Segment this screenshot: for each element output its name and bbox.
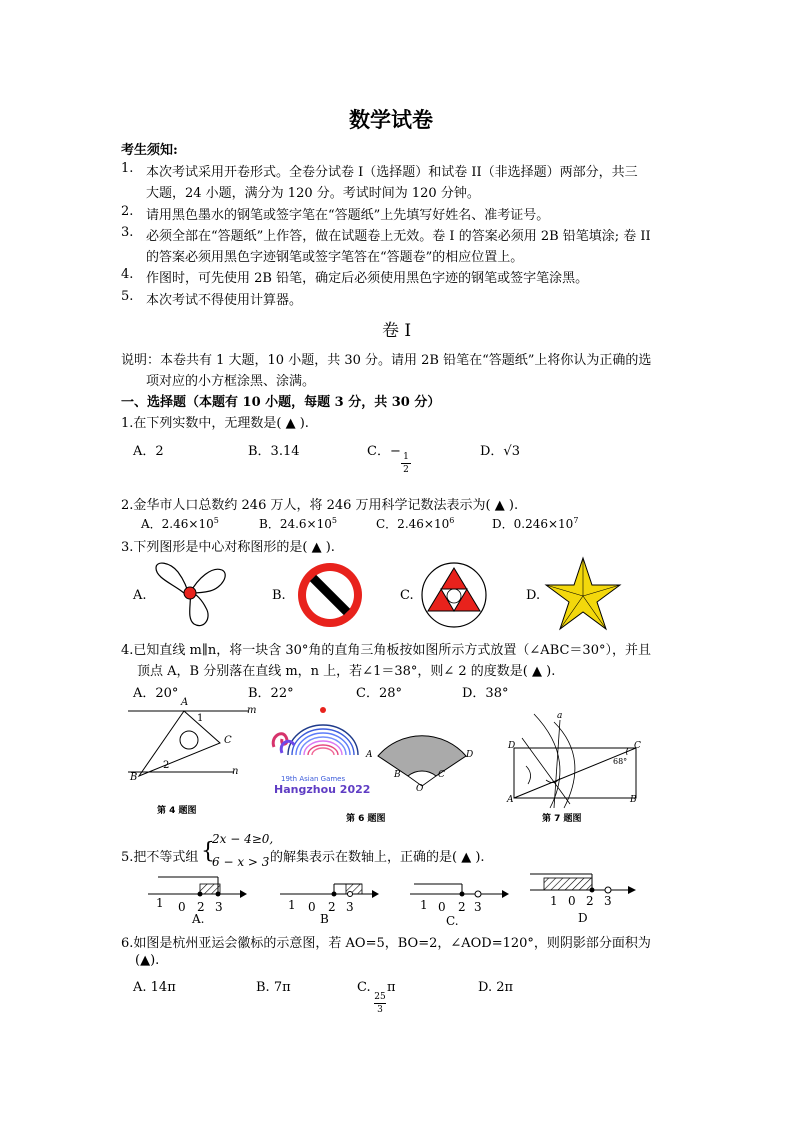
q5-c-tick-0: 0 [438, 900, 446, 914]
star-figure [545, 556, 621, 632]
q5-label-d: D [578, 911, 588, 925]
part1-heading [121, 391, 440, 410]
q5-d-tick-1: 1 [550, 894, 558, 908]
notice-item-1-line-1: 本次考试采用开卷形式。全卷分试卷 I（选择题）和试卷 II（非选择题）两部分，共三 [146, 165, 638, 180]
q1-option-d: D．√3 [480, 444, 520, 459]
q4-option-a: A．20° [133, 686, 179, 701]
notice-item-3-line-1: 必须全部在“答题纸”上作答，做在试题卷上无效。卷 I 的答案必须用 2B 铅笔填涂; 卷 II [146, 229, 651, 244]
q2-d-base: D．0.246×10 [492, 517, 574, 531]
fig4-label-2: 2 [163, 760, 170, 771]
q1-option-b: B．3.14 [248, 444, 300, 459]
q1-c-fraction-bar [401, 463, 411, 464]
q1-option-a: A．2 [133, 444, 164, 459]
q5-brace: { [201, 839, 215, 864]
q5-number-line-d [530, 868, 640, 898]
q5-d-tick-2: 2 [586, 894, 594, 908]
fig7-angle-label: 68° [613, 757, 628, 766]
q5-a-tick-0: 0 [178, 900, 186, 914]
q5-b-tick-2: 2 [328, 900, 336, 914]
q1-stem: 1.在下列实数中，无理数是( ▲ ). [121, 416, 309, 431]
q2-stem: 2.金华市人口总数约 246 万人，将 246 万用科学记数法表示为( ▲ ). [121, 498, 519, 513]
q5-a-tick-2: 2 [197, 900, 205, 914]
q5-b-tick-3: 3 [346, 900, 354, 914]
notice-num-4: 4. [121, 267, 134, 282]
q4-option-c: C．28° [356, 686, 402, 701]
q5-a-tick-1: 1 [156, 896, 164, 910]
notice-num-3: 3. [121, 225, 134, 240]
notice-item-2: 请用黑色墨水的钢笔或签字笔在“答题纸”上先填写好姓名、准考证号。 [146, 208, 550, 223]
q5-b-tick-1: 1 [288, 898, 296, 912]
q6-option-a: A. 14π [133, 980, 176, 995]
q2-option-c [376, 515, 454, 532]
notice-num-1: 1. [121, 161, 134, 176]
notice-item-1-line-2: 大题，24 小题，满分为 120 分。考试时间为 120 分钟。 [146, 186, 480, 201]
q6-line-2: (▲). [135, 953, 160, 968]
fig4-label-c: C [224, 735, 232, 746]
q2-d-exp: 7 [573, 516, 579, 525]
fig6-label-o: O [416, 784, 424, 794]
q6-c-fraction-bar [374, 1003, 386, 1004]
logo-line-1: 19th Asian Games [281, 775, 346, 783]
instruction-line-1: 说明：本卷共有 1 大题，10 小题，共 30 分。请用 2B 铅笔在“答题纸”上将你认为正确的选 [121, 353, 652, 368]
q1-c-numerator: 1 [403, 452, 409, 462]
fig7-caption: 第 7 题图 [542, 814, 582, 824]
fig4-label-n: n [232, 766, 239, 777]
q5-c-tick-2: 2 [458, 900, 466, 914]
q4-line-2: 顶点 A，B 分别落在直线 m，n 上，若∠1＝38°，则∠ 2 的度数是( ▲ ). [137, 664, 556, 679]
propeller-figure [150, 560, 232, 630]
prohibited-sign-figure [295, 560, 365, 630]
q5-c-tick-1: 1 [420, 898, 428, 912]
q3-stem: 3.下列图形是中心对称图形的是( ▲ ). [121, 540, 335, 555]
q2-a-base: A．2.46×10 [141, 517, 214, 531]
fig7-label-d: D [508, 741, 516, 751]
q5-a-tick-3: 3 [215, 900, 223, 914]
q5-inequality-1: 2x − 4≥0, [212, 832, 274, 846]
q3-option-b: B. [272, 588, 286, 603]
q3-option-a: A. [133, 588, 147, 603]
fig4-caption: 第 4 题图 [157, 806, 197, 816]
q1-c-denominator: 2 [403, 465, 409, 475]
q6-option-c: C. [357, 980, 371, 995]
q2-c-base: C．2.46×10 [376, 517, 450, 531]
fig6-label-d: D [466, 750, 474, 760]
q5-d-tick-3: 3 [604, 894, 612, 908]
q5-stem-post: 的解集表示在数轴上，正确的是( ▲ ). [270, 850, 485, 865]
q5-b-tick-0: 0 [308, 900, 316, 914]
fig4-label-b: B [130, 772, 138, 783]
page-title: 数学试卷 [349, 107, 433, 132]
fig7-label-a: A [507, 795, 514, 805]
q1-option-c: C．− [367, 444, 401, 459]
q6-c-numerator: 25 [374, 992, 386, 1002]
fig7-label-c: C [634, 741, 641, 751]
fig4-label-m: m [247, 705, 257, 716]
notice-item-3-line-2: 的答案必须用黑色字迹钢笔或签字笔答在“答题卷”的相应位置上。 [146, 250, 524, 265]
notice-num-2: 2. [121, 204, 134, 219]
q4-option-d: D．38° [462, 686, 509, 701]
q6-c-denominator: 3 [377, 1005, 383, 1015]
fig6-sector-diagram [374, 722, 474, 784]
q2-option-a [141, 515, 219, 532]
logo-line-2: Hangzhou 2022 [274, 783, 371, 796]
q4-line-1: 4.已知直线 m∥n，将一块含 30°角的直角三角板按如图所示方式放置（∠ABC＝30°），并且 [121, 643, 651, 658]
fig4-triangle-diagram [128, 703, 258, 785]
fig6-label-c: C [438, 770, 445, 780]
instruction-line-2: 项对应的小方框涂黑、涂满。 [146, 374, 316, 389]
fig6-label-b: B [394, 770, 401, 780]
fig7-label-a-lower: a [557, 711, 563, 721]
fig6-label-a: A [366, 750, 373, 760]
q6-option-d: D. 2π [478, 980, 514, 995]
q2-a-exp: 5 [213, 516, 219, 525]
q5-c-tick-3: 3 [474, 900, 482, 914]
q5-stem-pre: 5.把不等式组 [121, 850, 199, 865]
q2-b-exp: 5 [331, 516, 337, 525]
q3-option-d: D. [526, 588, 541, 603]
q2-option-d [492, 515, 578, 532]
notice-item-5: 本次考试不得使用计算器。 [146, 293, 303, 308]
q5-label-a: A. [192, 912, 205, 926]
fig4-label-1: 1 [197, 713, 204, 724]
notice-item-4: 作图时，可先使用 2B 铅笔，确定后必须使用黑色字迹的钢笔或签字笔涂黑。 [146, 271, 589, 286]
q4-option-b: B．22° [248, 686, 294, 701]
q2-option-b [259, 515, 337, 532]
fig4-label-a: A [181, 697, 189, 708]
q2-c-exp: 6 [449, 516, 455, 525]
q5-label-c: C. [446, 914, 459, 928]
q3-option-c: C. [400, 588, 414, 603]
notice-num-5: 5. [121, 289, 134, 304]
asian-games-logo [268, 703, 368, 775]
q5-d-tick-0: 0 [568, 894, 576, 908]
q6-line-1: 6.如图是杭州亚运会徽标的示意图，若 AO=5，BO=2，∠AOD=120°，则阴影部分面积为 [121, 936, 651, 951]
notice-heading: 考生须知: [121, 143, 178, 158]
q2-b-base: B．24.6×10 [259, 517, 332, 531]
part1-heading-text: 一、选择题（本题有 10 小题，每题 3 分，共 30 分） [121, 395, 441, 410]
q6-c-pi: π [387, 980, 396, 995]
triangle-circle-figure [419, 560, 489, 630]
q5-label-b: B [320, 912, 329, 926]
fig7-label-b: B [630, 795, 637, 805]
section-title: 卷 I [382, 321, 412, 341]
q5-inequality-2: 6 − x > 3 [212, 855, 270, 869]
q6-option-b: B. 7π [256, 980, 291, 995]
fig6-caption: 第 6 题图 [346, 814, 386, 824]
